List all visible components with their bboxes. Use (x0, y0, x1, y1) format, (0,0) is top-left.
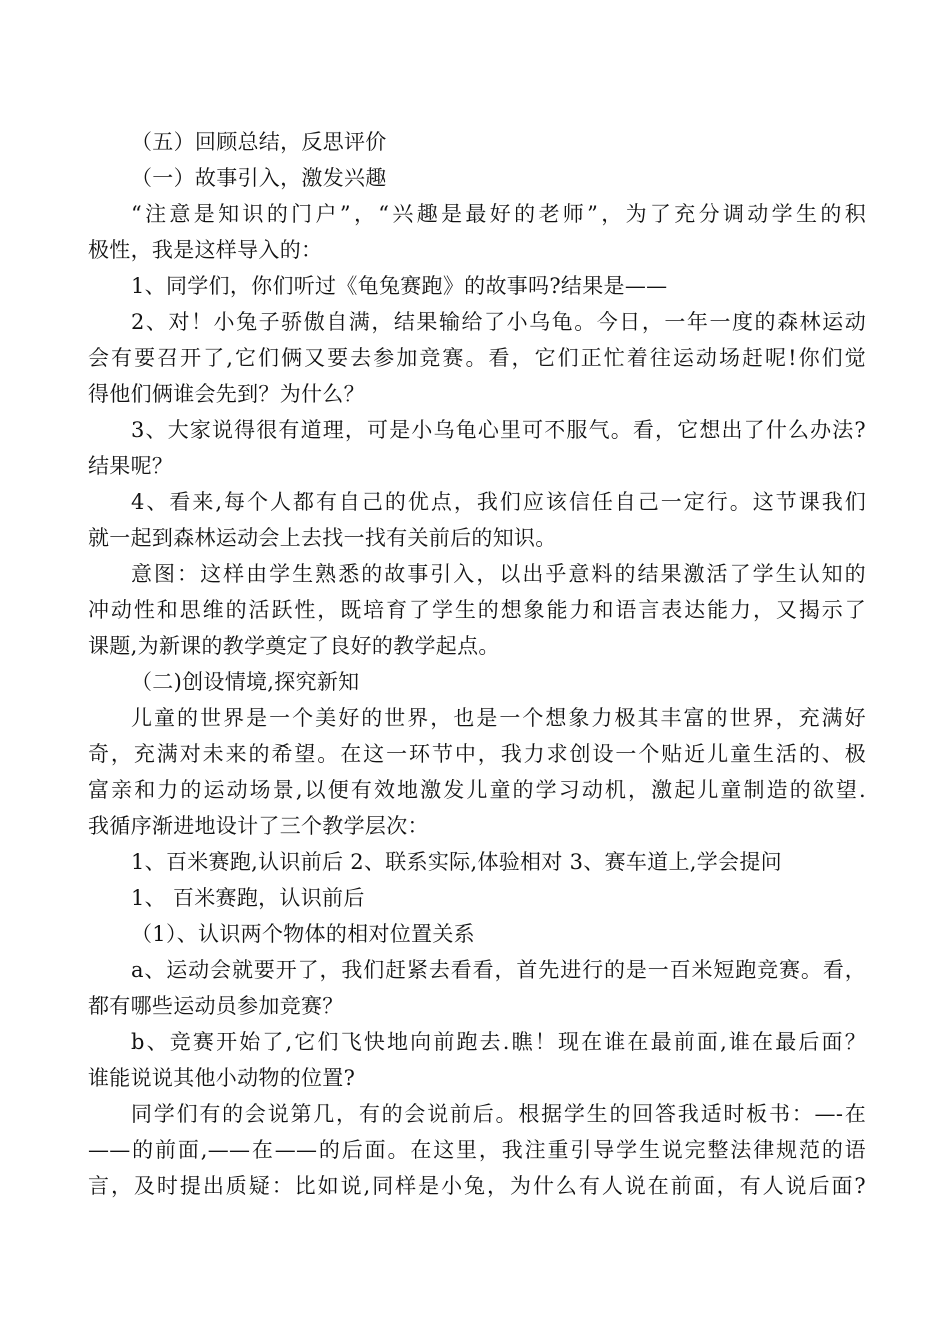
list-item-line: 1、同学们，你们听过《龟兔赛跑》的故事吗?结果是—— (131, 274, 668, 298)
teaching-levels-line: 1、百米赛跑,认识前后 2、联系实际,体验相对 3、赛车道上,学会提问 (131, 850, 782, 874)
subsection-heading-relative-position: （1）、认识两个物体的相对位置关系 (131, 922, 475, 946)
section-heading-story-intro: （一）故事引入，激发兴趣 (131, 166, 387, 190)
intent-paragraph-line: 冲动性和思维的活跃性，既培育了学生的想象能力和语言表达能力，又揭示了 (88, 598, 866, 622)
paragraph-line: 得他们俩谁会先到？为什么？ (88, 382, 365, 406)
paragraph-line: 儿童的世界是一个美好的世界，也是一个想象力极其丰富的世界，充满好 (131, 706, 866, 730)
list-item-line: b、竞赛开始了,它们飞快地向前跑去.瞧！现在谁在最前面,谁在最后面？ (131, 1030, 866, 1054)
intent-paragraph-line: 意图：这样由学生熟悉的故事引入，以出乎意料的结果激活了学生认知的 (131, 562, 866, 586)
paragraph-line: 我循序渐进地设计了三个教学层次： (88, 814, 429, 838)
document-body (88, 124, 866, 1204)
paragraph-line: “注意是知识的门户”，“兴趣是最好的老师”，为了充分调动学生的积 (131, 202, 866, 226)
list-item-line: 3、大家说得很有道理，可是小乌龟心里可不服气。看，它想出了什么办法? (131, 418, 866, 442)
paragraph-line: 谁能说说其他小动物的位置? (88, 1066, 356, 1090)
paragraph-line: 富亲和力的运动场景,以便有效地激发儿童的学习动机，激起儿童制造的欲望. (88, 778, 866, 802)
paragraph-line: ——的前面,——在——的后面。在这里，我注重引导学生说完整法律规范的语 (88, 1138, 866, 1162)
paragraph-line: 同学们有的会说第几，有的会说前后。根据学生的回答我适时板书：—-在 (131, 1102, 866, 1126)
list-item-line: a、运动会就要开了，我们赶紧去看看，首先进行的是一百米短跑竞赛。看， (131, 958, 866, 982)
paragraph-line: 结果呢？ (88, 454, 174, 478)
list-item-line: 2、对！小兔子骄傲自满，结果输给了小乌龟。今日，一年一度的森林运动 (131, 310, 866, 334)
paragraph-line: 就一起到森林运动会上去找一找有关前后的知识。 (88, 526, 557, 550)
subsection-heading-hundred-meter: 1、 百米赛跑，认识前后 (131, 886, 365, 910)
paragraph-line: 会有要召开了,它们俩又要去参加竞赛。看，它们正忙着往运动场赶呢!你们觉 (88, 346, 866, 370)
intent-paragraph-line: 课题,为新课的教学奠定了良好的教学起点。 (88, 634, 500, 658)
paragraph-line: 都有哪些运动员参加竞赛？ (88, 994, 344, 1018)
paragraph-line: 极性，我是这样导入的： (88, 238, 323, 262)
paragraph-line: 奇，充满对未来的希望。在这一环节中，我力求创设一个贴近儿童生活的、极 (88, 742, 866, 766)
list-item-line: 4、看来,每个人都有自己的优点，我们应该信任自己一定行。这节课我们 (131, 490, 866, 514)
section-heading-scenario: （二)创设情境,探究新知 (131, 670, 360, 694)
paragraph-line: 言，及时提出质疑：比如说,同样是小兔，为什么有人说在前面，有人说后面? (88, 1174, 866, 1198)
section-heading-review: （五）回顾总结，反思评价 (131, 130, 387, 154)
